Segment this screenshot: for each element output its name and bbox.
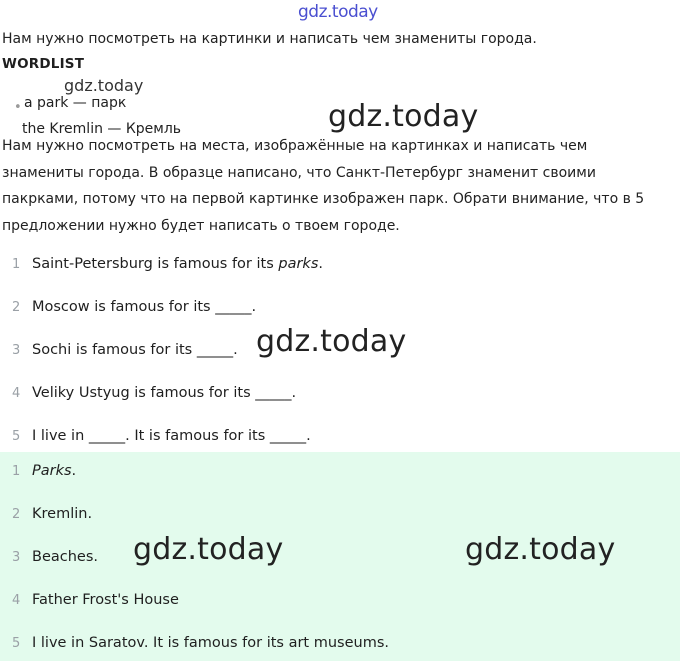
exercise-item-text-plain: Veliky Ustyug is famous for its _____. — [32, 385, 297, 401]
task-intro: Нам нужно посмотреть на картинки и написать чем знамениты города. — [2, 31, 537, 47]
exercise-item-text-plain: Moscow is famous for its _____. — [32, 299, 257, 315]
watermark: gdz.today — [64, 76, 144, 95]
answer-item-text — [32, 506, 92, 522]
exercise-item-text — [32, 428, 311, 444]
answer-item-text-end: . — [71, 463, 77, 479]
wordlist-heading: WORDLIST — [2, 56, 85, 72]
watermark: gdz.today — [328, 99, 479, 134]
answer-item-number: 4 — [12, 593, 21, 608]
explanation-paragraph: Нам нужно посмотреть на места, изображённые на картинках и написать чем знамениты города. В образце написано, что Санкт-Петербург знаменит своими пакрками, потому что на первой картинке изображен парк. Обрати внимание, что в 5 предложении нужно будет написать о твоем городе. — [2, 138, 645, 234]
watermark: gdz.today — [465, 532, 616, 567]
wordlist-item: a park — парк — [24, 95, 127, 111]
answer-item-number: 2 — [12, 507, 21, 522]
bullet-icon: • — [14, 100, 22, 115]
exercise-item-number: 4 — [12, 386, 21, 401]
watermark-top: gdz.today — [298, 2, 378, 22]
exercise-item-text — [32, 385, 296, 401]
answer-item-text-plain: Beaches. — [32, 549, 99, 565]
watermark: gdz.today — [256, 324, 407, 359]
exercise-item-text — [32, 299, 256, 315]
answer-item-text-plain: Kremlin. — [32, 506, 93, 522]
wordlist-item-clipped — [22, 121, 192, 137]
answer-item-text-plain: I live in Saratov. It is famous for its art museums. — [32, 635, 389, 651]
exercise-item-text — [32, 256, 323, 272]
exercise-item-text-plain: I live in _____. It is famous for its _____. — [32, 428, 311, 444]
exercise-item-text-plain: Sochi is famous for its _____. — [32, 342, 238, 358]
wordlist-item-text: the Kremlin — Кремль — [22, 121, 182, 137]
answer-item-number: 1 — [12, 464, 21, 479]
answer-item-text — [32, 463, 76, 479]
exercise-item-text — [32, 342, 238, 358]
answer-item-number: 5 — [12, 636, 21, 651]
answer-item-text-plain: Father Frost's House — [32, 592, 179, 608]
answer-item-text — [32, 635, 389, 651]
answer-item-text — [32, 549, 98, 565]
exercise-item-number: 1 — [12, 257, 21, 272]
exercise-item-number: 2 — [12, 300, 21, 315]
exercise-item-text-end: . — [318, 256, 323, 272]
answer-item-number: 3 — [12, 550, 21, 565]
exercise-item-text-italic: parks — [278, 256, 319, 272]
exercise-item-number: 5 — [12, 429, 21, 444]
watermark: gdz.today — [133, 532, 284, 567]
exercise-item-text-plain: Saint-Petersburg is famous for its — [32, 256, 279, 272]
answer-item-text — [32, 592, 179, 608]
answer-item-text-italic: Parks — [32, 463, 72, 479]
exercise-item-number: 3 — [12, 343, 21, 358]
